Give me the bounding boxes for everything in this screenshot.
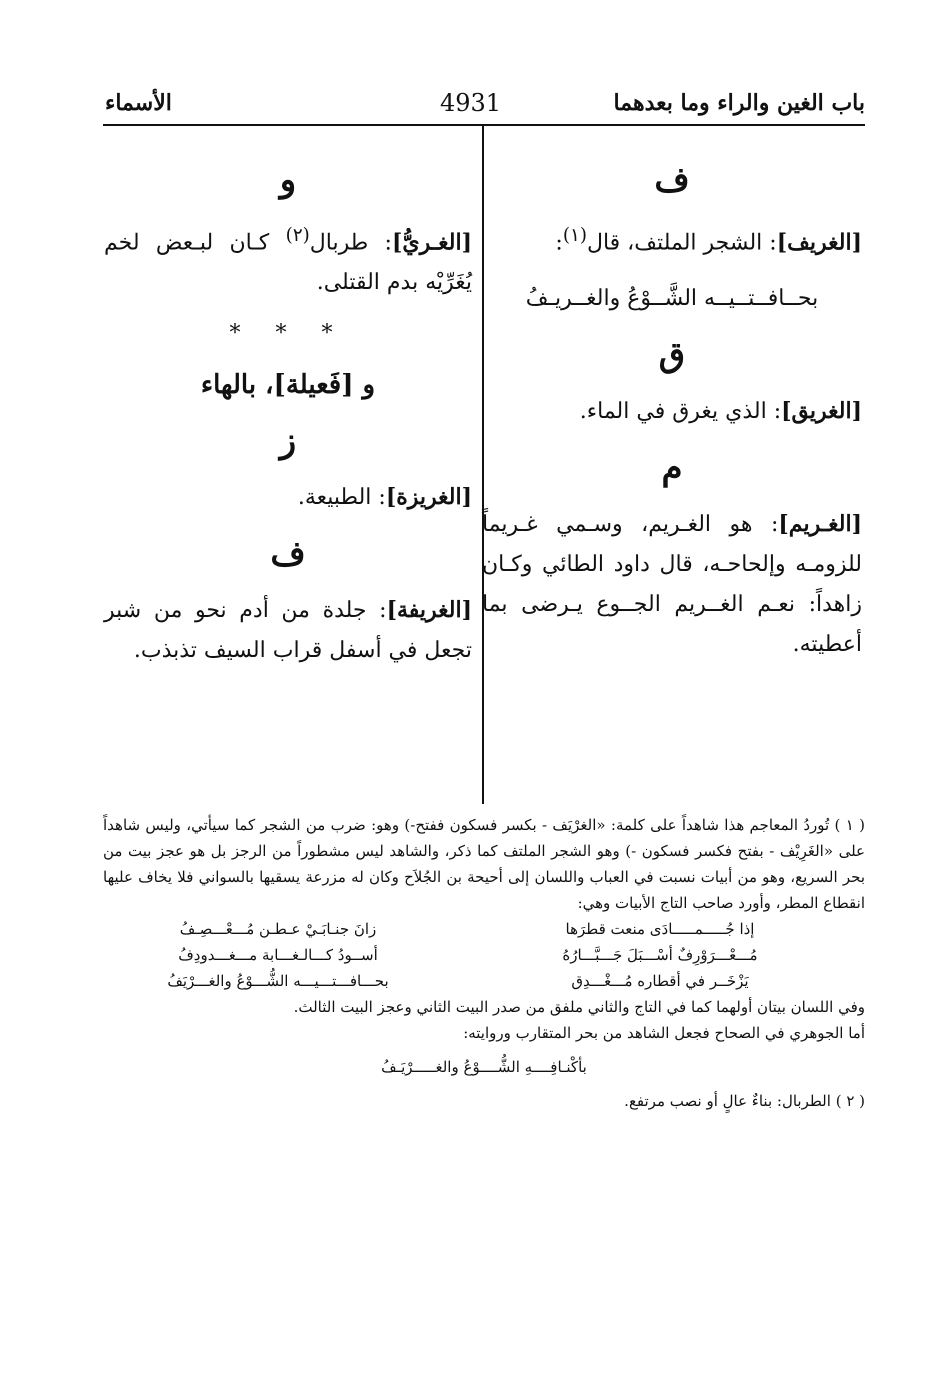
entry-term: [الغريزة]	[385, 484, 472, 511]
footnote-2: ( ٢ ) الطربال: بناءٌ عالٍ أو نصب مرتفع.	[624, 1092, 865, 1110]
letter-heading: ف	[654, 160, 690, 200]
section-header: الأسماء	[105, 90, 172, 116]
verse-hemistich: إذا جُـــــمـــــادَى منعت قطرَها	[565, 920, 755, 938]
verse-hemistich: بحـــافـــتـــيـــه الشُّـــوْعُ والغـــرْيَفُ	[167, 972, 389, 990]
footnotes	[103, 812, 865, 1114]
section-separator: * * *	[229, 321, 347, 347]
subsection-heading: و [فَعيلة]، بالهاء	[200, 370, 376, 401]
footnote-text: أما الجوهري في الصحاح فجعل الشاهد من بحر المتقارب وروايته:	[463, 1024, 865, 1042]
entry-ghrifa	[104, 590, 472, 671]
page-number: 4931	[440, 89, 502, 117]
footnote-text: وفي اللسان بيتان أولهما كما في التاج والثاني ملفق من صدر البيت الثاني وعجز البيت الثالث.	[293, 998, 865, 1016]
entry-term: [الغريق]	[781, 398, 862, 425]
entry-definition: : هو الغـريم، وسـمي غـريماً للزومـه وإلحاحـه، قال داود الطائي وكـان زاهداً: نعـم الغــريم الجــوع يـرضى بما أعطيته.	[482, 512, 862, 658]
entry-definition: :	[555, 230, 563, 256]
verse-row	[113, 916, 825, 942]
verse-row	[113, 968, 825, 994]
entry-definition: : الطبيعة.	[297, 485, 386, 511]
footnote-1: ( ١ ) تُوردُ المعاجم هذا شاهداً على كلمة: «الغرْيَف - بكسر فسكون ففتح-) وهو: ضرب من الشجر كما سيأتي، وليس شاهداً على «الغَرِيْف - بفتح فكسر فسكون -) وهو الشجر الملتف كما ذكر، والشاهد ليس مشطوراً من الرجز بل هو عجز بيت من بحر السريع، وهو من أبيات نسبت في العباب واللسان إلى أحيحة بن الجُلاَح وكان له مزرعة يسقيها بالسواني فلا يخاف عليها انقطاع المطر، وأورد صاحب التاج الأبيات وهي:	[103, 816, 865, 912]
entry-ghariq	[482, 391, 862, 432]
footnote-ref: (١)	[562, 225, 587, 246]
verse-hemistich: أســودُ كـــالـغـــابة مـــغـــدودِفُ	[178, 946, 378, 964]
verse-hemistich: يَزْخَــر في أقطاره مُـــغْـــدِق	[571, 972, 749, 990]
entry-term: [الغريف]	[776, 229, 862, 256]
entry-definition: : الشجر الملتف، قال	[586, 230, 777, 256]
right-column	[482, 160, 862, 665]
footnote-ref: (٢)	[285, 225, 310, 246]
letter-heading: ف	[270, 534, 306, 575]
verse-line: بحــافــتــيــه الشَّــوْعُ والغــريـفُ	[525, 286, 819, 312]
entry-gharif	[482, 216, 862, 263]
verse-hemistich: زانَ جنـابَـيْ عـطـن مُـــعْـــصِـفُ	[179, 920, 377, 938]
letter-heading: م	[661, 448, 683, 489]
entry-gharyy	[104, 216, 472, 303]
entry-ghariza	[104, 477, 472, 518]
left-column	[104, 160, 472, 671]
entry-term: [الغـريُّ]	[391, 229, 472, 256]
verse-line: بأكْنـافِــــهِ الشُّــــوْعُ والغـــــرْيَـفُ	[381, 1058, 587, 1076]
header-rule	[103, 124, 865, 126]
entry-definition: : الذي يغرق في الماء.	[579, 399, 782, 425]
entry-definition: كـان لبـعض لخم يُغَرِّيْه بدم القتلى.	[104, 230, 472, 296]
entry-term: [الغريفة]	[386, 597, 472, 624]
verse-row	[113, 942, 825, 968]
chapter-header: باب الغين والراء وما بعدهما	[613, 90, 865, 116]
entry-definition: : جلدة من أدم نحو من شبر تجعل في أسفل قراب السيف تذبذب.	[104, 598, 472, 664]
entry-gharim	[482, 504, 862, 665]
entry-term: [الغـريم]	[778, 511, 862, 538]
verse-hemistich: مُـــعْـــرَوْرِفٌ أسْـــبَلَ جَـــبَّـــارُهُ	[562, 946, 758, 964]
letter-heading: ز	[279, 421, 297, 462]
letter-heading: ق	[658, 335, 686, 376]
entry-definition: : طربال	[309, 230, 392, 256]
letter-heading: و	[279, 160, 297, 200]
